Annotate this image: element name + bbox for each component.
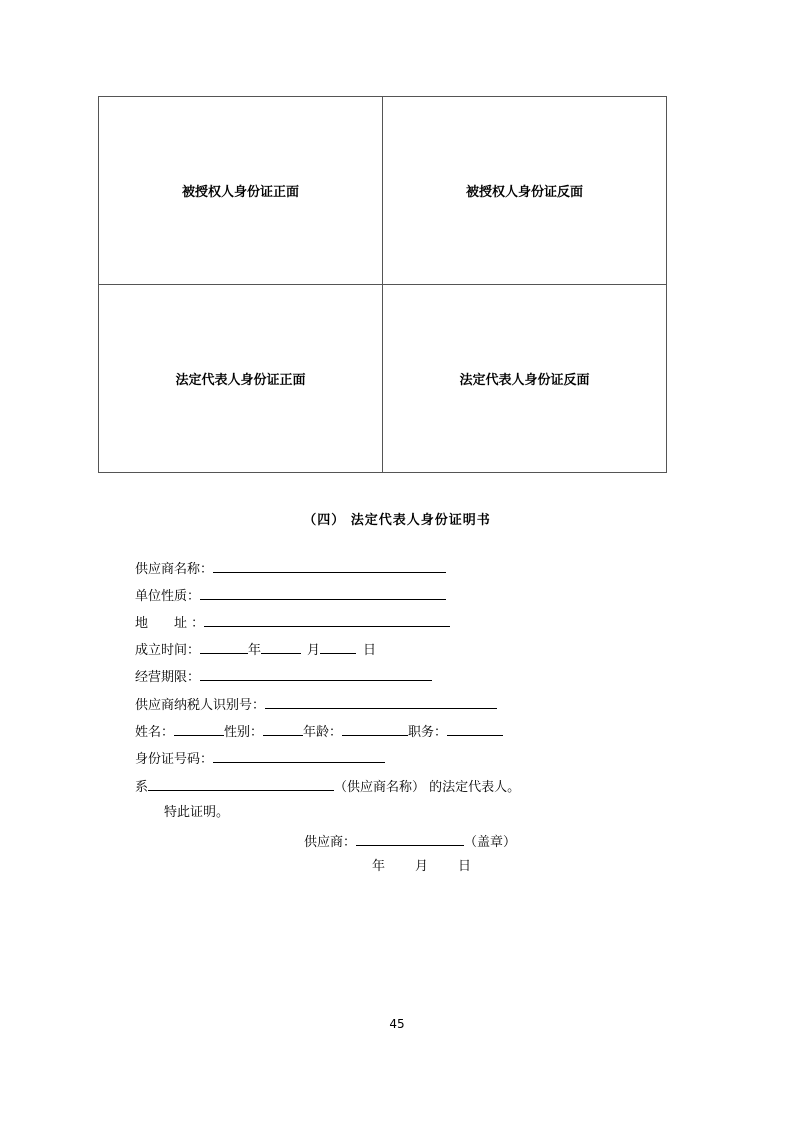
year-label: 年 <box>248 643 262 658</box>
seal-label: （盖章） <box>464 835 517 850</box>
legal-rep-id-front-cell: 法定代表人身份证正面 <box>99 285 383 473</box>
id-number-row <box>135 748 385 769</box>
date-month: 月 <box>415 859 429 874</box>
id-number-label: 身份证号码： <box>135 752 214 767</box>
business-term-row <box>135 666 432 687</box>
month-label: 月 <box>307 643 321 658</box>
established-year-blank[interactable] <box>200 639 248 654</box>
address-blank[interactable] <box>204 612 450 627</box>
personal-info-row <box>135 721 503 742</box>
supplier-name-label: 供应商名称： <box>135 562 214 577</box>
certify-row: 特此证明。 <box>164 805 230 820</box>
position-blank[interactable] <box>447 721 503 736</box>
unit-nature-blank[interactable] <box>200 585 446 600</box>
business-term-label: 经营期限： <box>135 670 201 685</box>
section-title: （四） 法定代表人身份证明书 <box>303 513 491 528</box>
gender-blank[interactable] <box>263 721 303 736</box>
age-label: 年龄： <box>303 725 343 740</box>
statement-suffix: （供应商名称） 的法定代表人。 <box>334 780 521 795</box>
address-row <box>135 612 450 633</box>
taxpayer-id-blank[interactable] <box>265 694 497 709</box>
id-number-blank[interactable] <box>213 748 385 763</box>
taxpayer-id-row <box>135 694 497 715</box>
position-label: 职务： <box>408 725 448 740</box>
supplier-sign-blank[interactable] <box>356 831 464 846</box>
unit-nature-label: 单位性质： <box>135 589 201 604</box>
taxpayer-id-label: 供应商纳税人识别号： <box>135 698 266 713</box>
established-row <box>135 639 376 660</box>
name-label: 姓名： <box>135 725 175 740</box>
name-blank[interactable] <box>174 721 224 736</box>
address-label: 地 址 ： <box>135 616 205 631</box>
supplier-sign-label: 供应商： <box>304 835 357 850</box>
day-label: 日 <box>363 643 377 658</box>
legal-rep-statement-row <box>135 776 520 797</box>
established-day-blank[interactable] <box>320 639 356 654</box>
supplier-name-blank[interactable] <box>213 558 446 573</box>
legal-rep-id-back-cell: 法定代表人身份证反面 <box>383 285 667 473</box>
business-term-blank[interactable] <box>200 666 432 681</box>
date-day: 日 <box>458 859 472 874</box>
gender-label: 性别： <box>224 725 264 740</box>
supplier-sign-row <box>304 831 516 852</box>
established-label: 成立时间： <box>135 643 201 658</box>
supplier-name-row <box>135 558 446 579</box>
statement-prefix: 系 <box>135 780 149 795</box>
statement-supplier-blank[interactable] <box>148 776 334 791</box>
established-month-blank[interactable] <box>261 639 301 654</box>
page-number: 45 <box>389 1017 405 1031</box>
date-row <box>372 858 471 876</box>
authorized-id-front-cell: 被授权人身份证正面 <box>99 97 383 285</box>
id-card-table <box>98 96 667 473</box>
unit-nature-row <box>135 585 446 606</box>
authorized-id-back-cell: 被授权人身份证反面 <box>383 97 667 285</box>
age-blank[interactable] <box>342 721 408 736</box>
date-year: 年 <box>372 859 386 874</box>
